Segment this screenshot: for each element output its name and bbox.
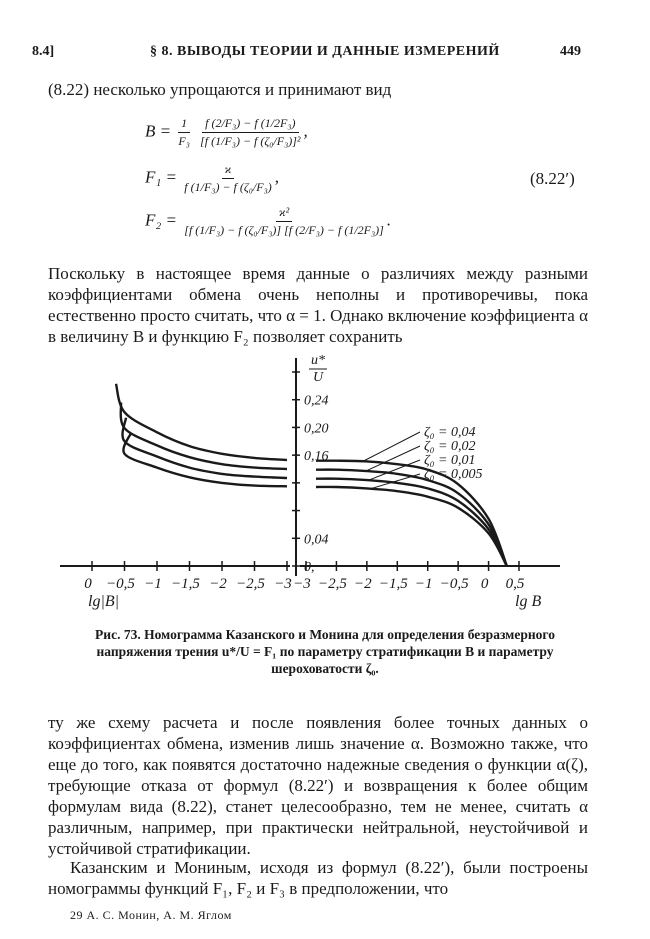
left-x-tick-label: −2,5 bbox=[236, 576, 265, 592]
right-x-tick-label: −1 bbox=[414, 576, 433, 592]
right-curve-4 bbox=[316, 487, 507, 566]
equation-b-lhs: B = bbox=[145, 121, 172, 141]
right-x-tick-label: −2,5 bbox=[317, 576, 347, 592]
f1-numerator: ϰ bbox=[222, 162, 235, 179]
f2-denominator: [f (1/F₃) − f (ζ₀/F₃)] [f (2/F₃) − f (1/2F₃)] bbox=[184, 223, 384, 237]
right-x-tick-label: −3 bbox=[293, 576, 311, 592]
y-tick-label: 0,24 bbox=[304, 393, 329, 409]
equation-b-coef bbox=[175, 116, 193, 149]
series-label: ζ₀ = 0,02 bbox=[424, 439, 476, 454]
left-x-tick-label: −1,5 bbox=[171, 576, 200, 592]
intro-line: (8.22) несколько упрощаются и принимают вид bbox=[48, 80, 392, 99]
equation-f1-lhs: F₁ = bbox=[145, 167, 178, 187]
b-coef-numerator: 1 bbox=[178, 116, 190, 133]
equation-b-tail: , bbox=[303, 121, 308, 141]
nomogram-chart bbox=[0, 350, 650, 625]
series-leader-line bbox=[363, 432, 420, 461]
left-x-tick-label: −0,5 bbox=[106, 576, 135, 592]
right-x-tick-label: −2 bbox=[354, 576, 372, 592]
figure-caption: Рис. 73. Номограмма Казанского и Монина для определения безразмерного напряжения трения u*/U = F₁ по параметру стратификации B и параметру шероховатости ζ₀. bbox=[95, 627, 555, 676]
b-denominator: [f (1/F₃) − f (ζ₀/F₃)]² bbox=[200, 134, 301, 148]
section-number: 8.4] bbox=[32, 44, 55, 59]
y-axis-label-numerator: u* bbox=[311, 353, 325, 368]
right-x-tick-label: −1,5 bbox=[378, 576, 408, 592]
equation-number: (8.22′) bbox=[530, 169, 575, 188]
right-x-axis-label: lg B bbox=[515, 593, 542, 610]
equation-f2-lhs: F₂ = bbox=[145, 210, 178, 230]
chart-labels bbox=[84, 353, 541, 610]
f2-numerator: ϰ² bbox=[276, 205, 292, 222]
equation-f2-tail: . bbox=[386, 210, 392, 230]
b-coef-denominator: F₃ bbox=[178, 134, 190, 148]
equation-f1-fraction bbox=[181, 162, 274, 195]
series-label: ζ₀ = 0,01 bbox=[424, 453, 476, 468]
right-x-tick-label: 0,5 bbox=[505, 576, 525, 592]
paragraph-2: ту же схему расчета и после появления более точных данных о коэффициентах обмена, изменив лишь значение α. Возможно также, что еще до того, как появятся достаточно надежные сведения о функции α(ζ), требующие отказа от формул (8.22′) и возвращения к более общим формулам вида (8.22), станет целесообразно, тем не менее, считать α различным, например, при практически нейтральной, неустойчивой и устойчивой стратификации. bbox=[48, 713, 588, 858]
y-tick-label: 0,04 bbox=[304, 532, 329, 548]
equation-f1-tail: , bbox=[274, 167, 279, 187]
paragraph-1: Поскольку в настоящее время данные о различиях между разными коэффициентами обмена очень неполны и противоречивы, пока естественно просто считать, что α = 1. Однако включение коэффициента α в величину B и функцию F₂ позволяет сохранить bbox=[48, 264, 589, 346]
equation-b-fraction bbox=[197, 116, 303, 149]
left-x-tick-label: −2 bbox=[209, 576, 227, 592]
b-numerator: f (2/F₃) − f (1/2F₃) bbox=[202, 116, 298, 133]
y-tick-label: 0,16 bbox=[304, 449, 329, 465]
left-x-tick-label: 0 bbox=[84, 576, 92, 592]
running-title: § 8. ВЫВОДЫ ТЕОРИИ И ДАННЫЕ ИЗМЕРЕНИЙ bbox=[150, 44, 500, 59]
right-x-tick-label: −0,5 bbox=[439, 576, 469, 592]
paragraph-3: Казанским и Мониным, исходя из формул (8.22′), были построены номограммы функций F₁, F₂ и F₃ в предположении, что bbox=[48, 858, 588, 898]
y-tick-label: 0, bbox=[304, 560, 315, 575]
right-x-tick-label: 0 bbox=[480, 576, 489, 592]
equation-f2-fraction bbox=[181, 205, 387, 238]
equation-f2 bbox=[145, 205, 391, 238]
y-tick-label: 0,20 bbox=[304, 421, 329, 437]
y-axis-label-denominator: U bbox=[312, 370, 324, 385]
series-label: ζ₀ = 0,04 bbox=[424, 425, 476, 440]
left-x-axis-label: lg|B| bbox=[88, 593, 120, 610]
equation-f1 bbox=[145, 162, 279, 195]
left-curve-1 bbox=[116, 384, 287, 460]
series-label: ζ₀ = 0,005 bbox=[424, 467, 483, 482]
page-number: 449 bbox=[560, 44, 581, 59]
f1-denominator: f (1/F₃) − f (ζ₀/F₃) bbox=[184, 180, 272, 194]
left-x-tick-label: −1 bbox=[144, 576, 162, 592]
page-footer: 29 А. С. Монин, А. М. Яглом bbox=[70, 908, 232, 922]
left-x-tick-label: −3 bbox=[274, 576, 292, 592]
equation-b bbox=[145, 116, 308, 149]
